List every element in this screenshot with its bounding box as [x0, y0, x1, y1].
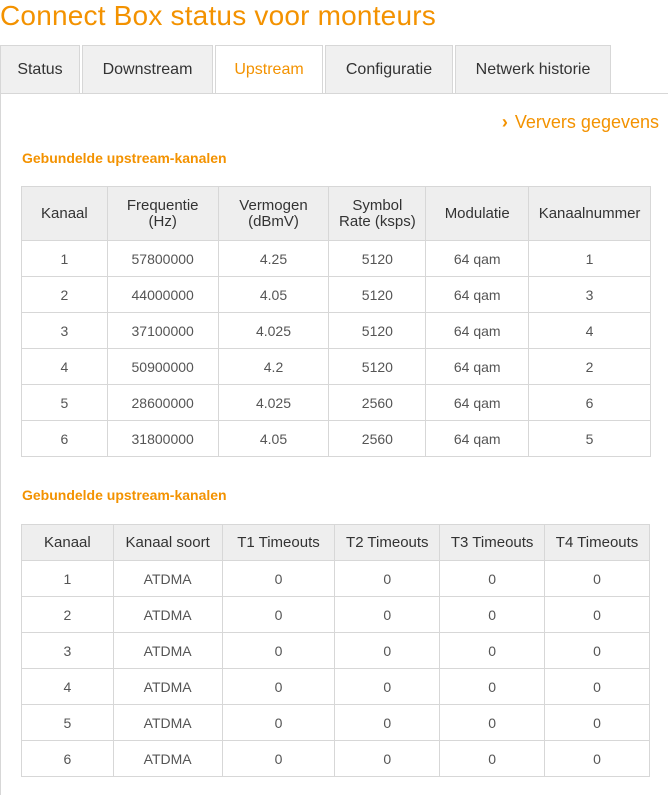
refresh-link[interactable]	[502, 112, 659, 133]
table-cell: 1	[529, 241, 651, 277]
table-cell: 28600000	[107, 385, 218, 421]
tab-downstream[interactable]: Downstream	[82, 45, 213, 93]
section-title-upstream-timeouts: Gebundelde upstream-kanalen	[22, 487, 227, 503]
table-cell: 0	[545, 705, 650, 741]
table-cell: ATDMA	[113, 561, 222, 597]
table-cell: 0	[545, 669, 650, 705]
table-cell: 0	[222, 741, 335, 777]
table-cell: 5	[22, 705, 114, 741]
table-cell: 0	[545, 633, 650, 669]
table-row	[22, 597, 650, 633]
column-header: Kanaal soort	[113, 525, 222, 561]
table-cell: 5	[22, 385, 108, 421]
tab-netwerk-historie[interactable]: Netwerk historie	[455, 45, 611, 93]
table-cell: 2	[22, 597, 114, 633]
table-cell: 64 qam	[426, 277, 529, 313]
column-header: T1 Timeouts	[222, 525, 335, 561]
table-cell: 0	[440, 633, 545, 669]
table-cell: 4.05	[218, 421, 329, 457]
table-row	[22, 705, 650, 741]
table-cell: 37100000	[107, 313, 218, 349]
table-cell: 64 qam	[426, 349, 529, 385]
page-title: Connect Box status voor monteurs	[0, 0, 436, 31]
table-cell: 6	[22, 421, 108, 457]
table-row	[22, 633, 650, 669]
column-header: Kanaal	[22, 187, 108, 241]
table-cell: 3	[22, 633, 114, 669]
table-cell: 2	[22, 277, 108, 313]
table-row	[22, 741, 650, 777]
tab-configuratie[interactable]: Configuratie	[325, 45, 453, 93]
table-cell: 6	[22, 741, 114, 777]
upstream-timeouts-table	[21, 524, 650, 777]
column-header: T4 Timeouts	[545, 525, 650, 561]
table-cell: 4.025	[218, 313, 329, 349]
table-cell: 2560	[329, 421, 426, 457]
column-header: Frequentie (Hz)	[107, 187, 218, 241]
table-cell: 1	[22, 561, 114, 597]
table-cell: 4.25	[218, 241, 329, 277]
column-header: Modulatie	[426, 187, 529, 241]
tab-status[interactable]: Status	[0, 45, 80, 93]
table-cell: 64 qam	[426, 421, 529, 457]
table-cell: 0	[545, 561, 650, 597]
table-cell: 4	[529, 313, 651, 349]
column-header: T3 Timeouts	[440, 525, 545, 561]
table-cell: 0	[222, 669, 335, 705]
table-row	[22, 313, 651, 349]
table-cell: 64 qam	[426, 313, 529, 349]
table-cell: ATDMA	[113, 633, 222, 669]
table-cell: 5120	[329, 241, 426, 277]
table-cell: 0	[222, 705, 335, 741]
upstream-channels-table	[21, 186, 651, 457]
table-cell: 5120	[329, 313, 426, 349]
table-cell: 0	[545, 741, 650, 777]
tab-upstream[interactable]: Upstream	[215, 45, 323, 94]
table-cell: 6	[529, 385, 651, 421]
table-cell: 0	[222, 561, 335, 597]
table-cell: 0	[335, 561, 440, 597]
table-cell: 0	[440, 561, 545, 597]
table-row	[22, 385, 651, 421]
table-cell: 0	[222, 633, 335, 669]
table-cell: 3	[529, 277, 651, 313]
table-row	[22, 349, 651, 385]
table-cell: 57800000	[107, 241, 218, 277]
table-cell: 0	[335, 669, 440, 705]
table-cell: 4.05	[218, 277, 329, 313]
table-cell: 5120	[329, 277, 426, 313]
table-cell: 0	[440, 597, 545, 633]
table-cell: ATDMA	[113, 705, 222, 741]
table-cell: 64 qam	[426, 241, 529, 277]
table-row	[22, 669, 650, 705]
table-cell: 4	[22, 349, 108, 385]
table-cell: 31800000	[107, 421, 218, 457]
table-cell: 3	[22, 313, 108, 349]
table-cell: 0	[222, 597, 335, 633]
table-cell: 1	[22, 241, 108, 277]
table-cell: 44000000	[107, 277, 218, 313]
table-cell: 2	[529, 349, 651, 385]
table-cell: 64 qam	[426, 385, 529, 421]
refresh-label: Ververs gegevens	[514, 112, 659, 132]
column-header: T2 Timeouts	[335, 525, 440, 561]
table-cell: 4.025	[218, 385, 329, 421]
table-cell: 0	[440, 669, 545, 705]
table-cell: 0	[440, 705, 545, 741]
tab-bar	[0, 45, 613, 93]
column-header: Kanaal	[22, 525, 114, 561]
table-cell: 4	[22, 669, 114, 705]
table-cell: 0	[335, 741, 440, 777]
table-cell: 0	[440, 741, 545, 777]
table-row	[22, 241, 651, 277]
table-cell: 0	[335, 597, 440, 633]
table-row	[22, 277, 651, 313]
table-cell: 50900000	[107, 349, 218, 385]
table-cell: 2560	[329, 385, 426, 421]
table-cell: ATDMA	[113, 669, 222, 705]
table-row	[22, 561, 650, 597]
table-cell: 4.2	[218, 349, 329, 385]
table-cell: 5120	[329, 349, 426, 385]
chevron-right-icon: ›	[501, 112, 508, 132]
column-header: Kanaalnummer	[529, 187, 651, 241]
table-header-row	[22, 525, 650, 561]
table-cell: 5	[529, 421, 651, 457]
table-row	[22, 421, 651, 457]
table-cell: ATDMA	[113, 741, 222, 777]
column-header: Vermogen (dBmV)	[218, 187, 329, 241]
section-title-upstream-channels: Gebundelde upstream-kanalen	[22, 150, 227, 166]
table-cell: 0	[335, 705, 440, 741]
table-header-row	[22, 187, 651, 241]
table-cell: 0	[545, 597, 650, 633]
table-cell: 0	[335, 633, 440, 669]
table-cell: ATDMA	[113, 597, 222, 633]
column-header: Symbol Rate (ksps)	[329, 187, 426, 241]
